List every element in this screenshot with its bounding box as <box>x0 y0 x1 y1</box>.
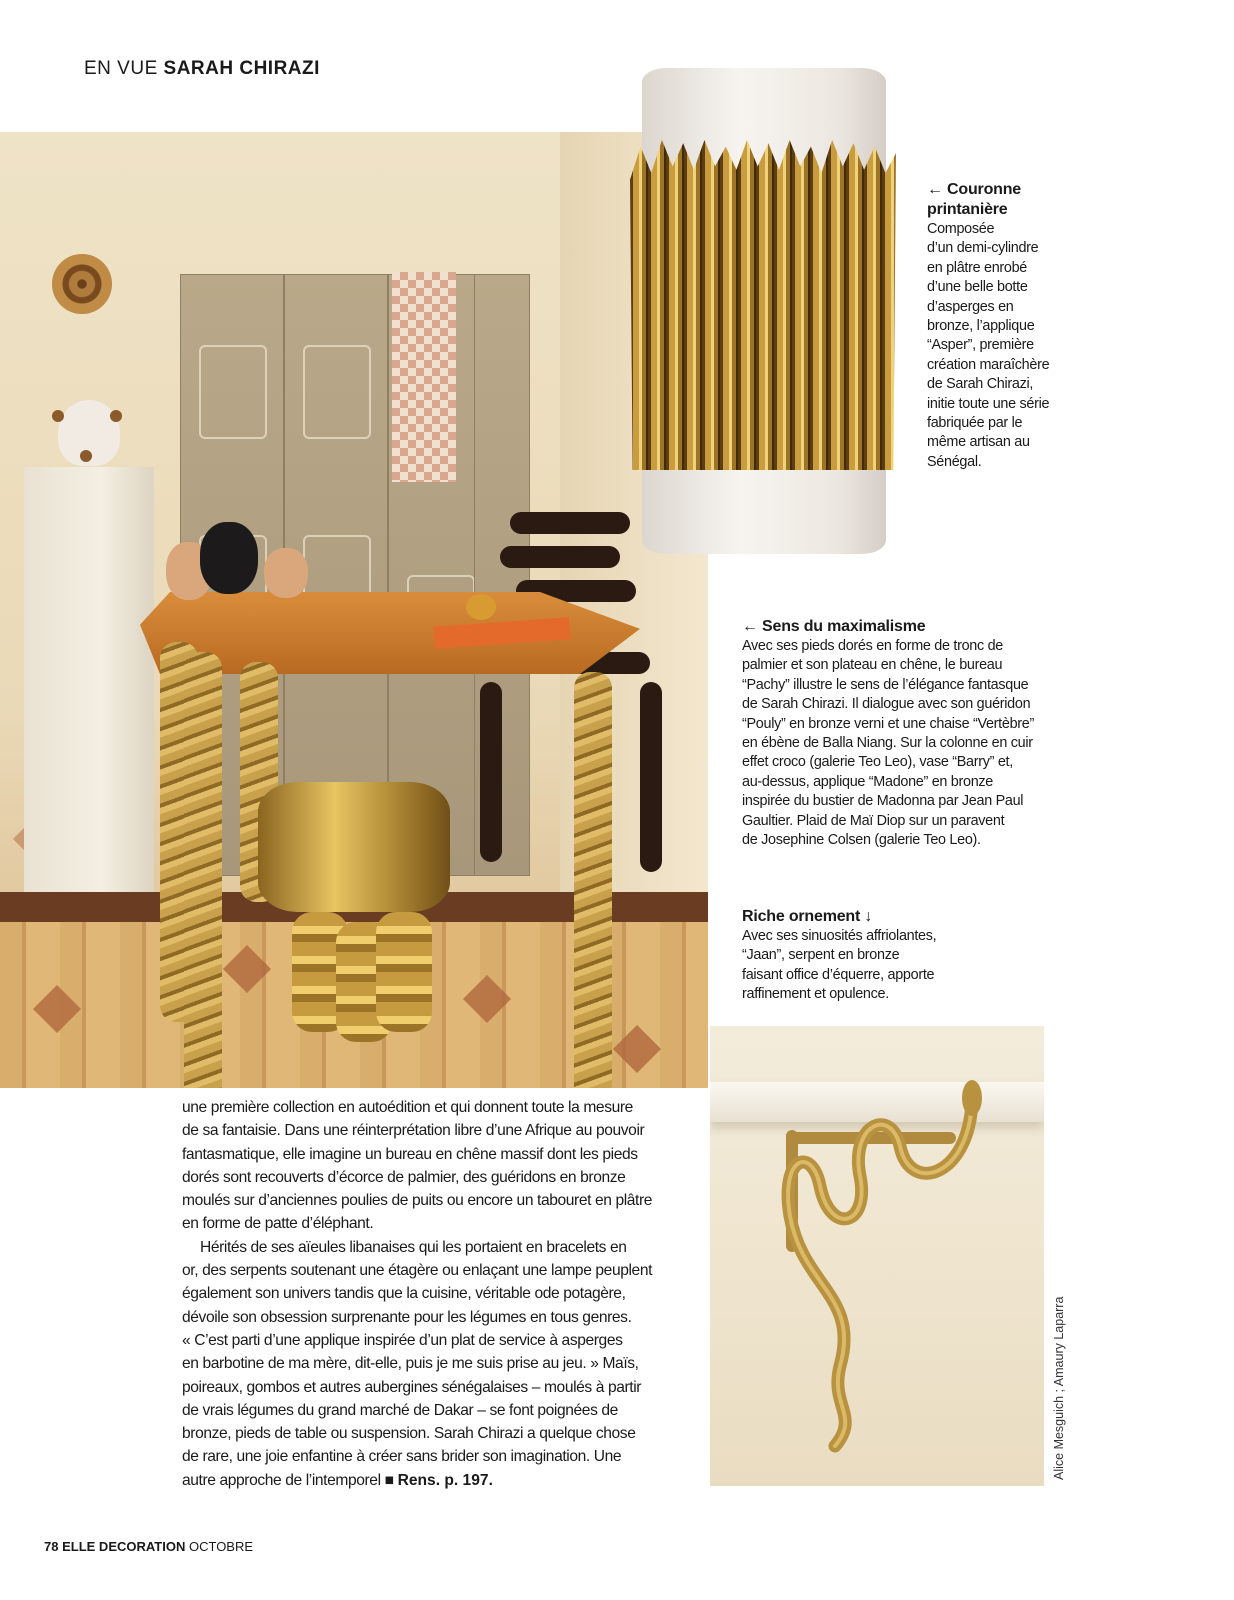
article-body: une première collection en autoédition et qui donnent toute la mesure de sa fantaisie. Dans une réinterprétation libre d’une Afrique au pouvoir fantasmatique, elle imagine un bureau en chêne massif dont les pieds dorés sont recouverts d’écorce de palmier, des guéridons en bronze moulés sur d’anciennes poulies de puits ou encore un tabouret en plâtre en forme de patte d’éléphant. Hérités de ses aïeules libanaises qui les portaient en bracelets en or, des serpents soutenant une étagère ou enlaçant une lampe peuplent également son univers tandis que la cuisine, véritable ode potagère, dévoile son obsession surprenante pour les légumes en tous genres. « C’est parti d’une applique inspirée d’un plat de service à asperges en barbotine de ma mère, dit-elle, puis je me suis prise au jeu. » Maïs, poireaux, gombos et autres aubergines sénégalaises – moulés à partir de vrais légumes du grand marché de Dakar – se font poignées de bronze, pieds de table ou suspension. Sarah Chirazi a quelque chose de rare, une joie enfantine à créer sans brider son imagination. Une autre approche de l’intemporel ■ Rens. p. 197. <box>182 1099 653 1489</box>
caption-riche-ornement <box>742 907 982 1005</box>
caption-sens-du-maximalisme <box>742 617 1062 850</box>
photo-credit: Alice Mesguich ; Amaury Laparra <box>1052 1296 1066 1480</box>
page-header <box>84 58 320 80</box>
caption-couronne-printaniere <box>927 180 1077 472</box>
interior-photo <box>0 132 708 1088</box>
vertebre-chair <box>470 512 670 872</box>
magazine-name: ELLE DECORATION <box>62 1539 186 1554</box>
header-name: SARAH CHIRAZI <box>163 58 320 79</box>
reference: Rens. p. 197. <box>397 1471 493 1489</box>
page-number: 78 <box>44 1539 59 1554</box>
caption-body: Avec ses sinuosités affriolantes, “Jaan”, serpent en bronze faisant office d’équerre, apporte raffinement et opulence. <box>742 928 937 1003</box>
issue-month: OCTOBRE <box>188 1539 254 1554</box>
pouly-gueridon <box>258 782 450 912</box>
caption-title: ← Sens du maximalisme <box>742 618 926 635</box>
caption-title: Riche ornement ↓ <box>742 908 873 925</box>
croco-column <box>24 467 154 892</box>
madone-sconce <box>52 254 112 314</box>
asper-applique-photo <box>630 68 892 558</box>
caption-body: Avec ses pieds dorés en forme de tronc de palmier et son plateau en chêne, le bureau “Pachy” illustre le sens de l’élégance fantasque de Sarah Chirazi. Il dialogue avec son guéridon “Pouly” en bronze verni et une chaise “Vertèbre” en ébène de Balla Niang. Sur la colonne en cuir effet croco (galerie Teo Leo), vase “Barry” et, au-dessus, applique “Madone” en bronze inspirée du bustier de Madonna par Jean Paul Gaultier. Plaid de Maï Diop sur un paravent de Josephine Colsen (galerie Teo Leo). <box>742 638 1034 849</box>
jaan-snake-photo <box>710 1026 1044 1486</box>
header-prefix: EN VUE <box>84 58 158 79</box>
page-footer <box>44 1539 253 1554</box>
last-line: autre approche de l’intemporel <box>182 1471 381 1489</box>
caption-title: ← Couronne <box>927 181 1021 198</box>
end-mark: ■ <box>384 1471 394 1489</box>
caption-body: Composée d’un demi-cylindre en plâtre enrobé d’une belle botte d’asperges en bronze, l’applique “Asper”, première création maraîchère de Sarah Chirazi, initie toute une série fabriquée par le même artisan au Sénégal. <box>927 221 1050 470</box>
caption-title: printanière <box>927 201 1008 218</box>
